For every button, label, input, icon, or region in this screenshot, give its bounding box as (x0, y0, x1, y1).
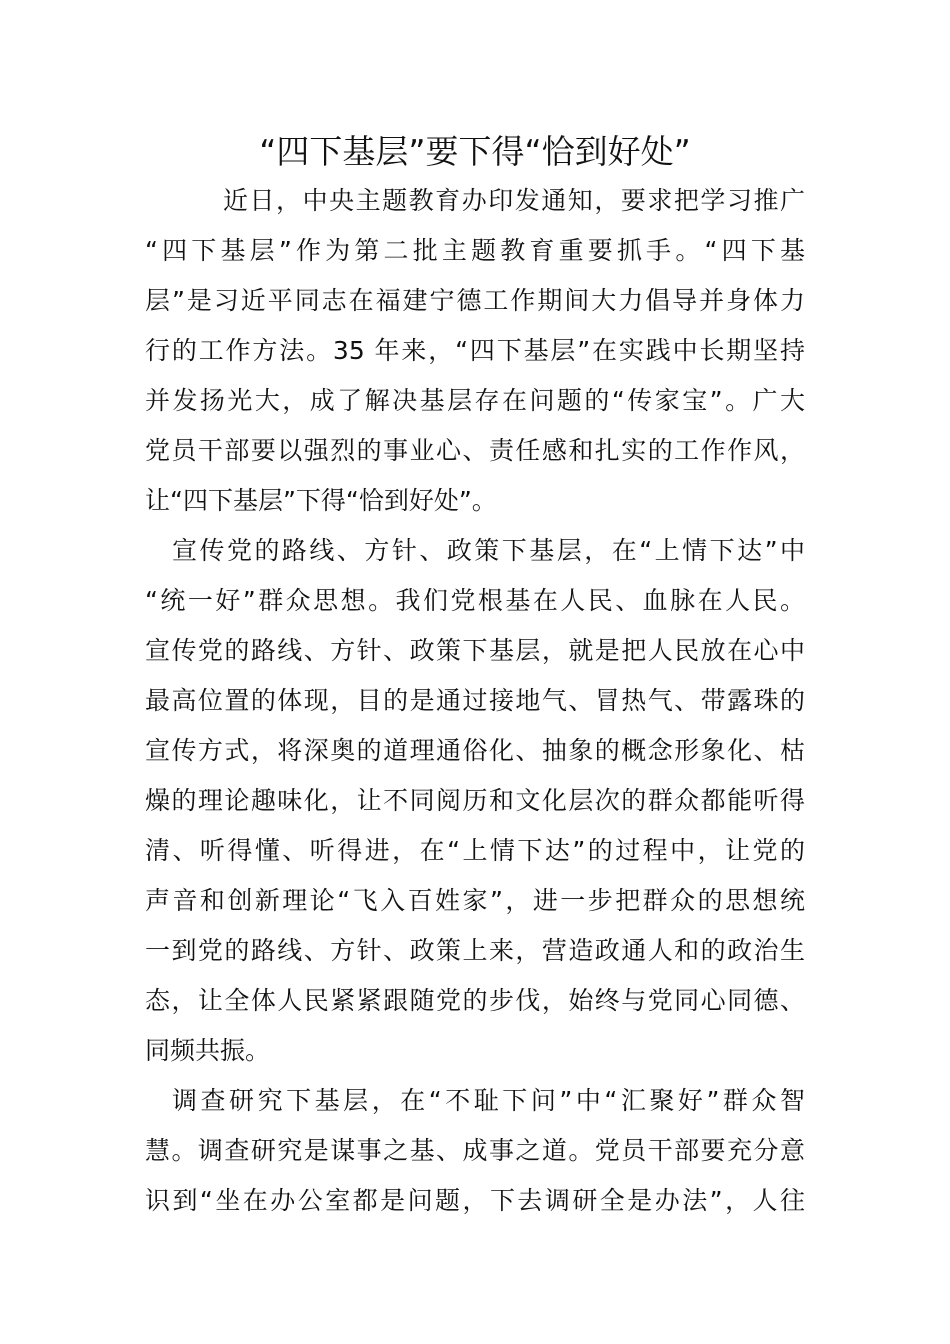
paragraph-3-line-1: 调查研究下基层，在“不耻下问”中“汇聚好”群众智 (172, 1086, 805, 1115)
paragraph-1-line-5: 并发扬光大，成了解决基层存在问题的“传家宝”。广大 (145, 386, 805, 415)
paragraph-1 (145, 176, 805, 526)
paragraph-2-line-11: 同频共振。 (145, 1036, 271, 1065)
paragraph-2-line-8: 声音和创新理论“飞入百姓家”，进一步把群众的思想统 (145, 886, 805, 915)
document-title: “四下基层”要下得“恰到好处” (259, 132, 691, 171)
paragraph-3 (145, 1076, 805, 1226)
paragraph-1-line-7: 让“四下基层”下得“恰到好处”。 (145, 486, 497, 515)
paragraph-2-line-9: 一到党的路线、方针、政策上来，营造政通人和的政治生 (145, 936, 805, 965)
paragraph-2-line-5: 宣传方式，将深奥的道理通俗化、抽象的概念形象化、枯 (145, 736, 805, 765)
paragraph-2-line-10: 态，让全体人民紧紧跟随党的步伐，始终与党同心同德、 (145, 986, 805, 1015)
paragraph-2-line-7: 清、听得懂、听得进，在“上情下达”的过程中，让党的 (145, 836, 805, 865)
paragraph-2-line-3: 宣传党的路线、方针、政策下基层，就是把人民放在心中 (145, 636, 805, 665)
paragraph-2 (145, 526, 805, 1076)
paragraph-3-line-2: 慧。调查研究是谋事之基、成事之道。党员干部要充分意 (145, 1136, 805, 1165)
paragraph-1-line-4: 行的工作方法。35 年来，“四下基层”在实践中长期坚持 (145, 336, 805, 365)
paragraph-1-line-6: 党员干部要以强烈的事业心、责任感和扎实的工作作风， (145, 436, 805, 465)
paragraph-2-line-4: 最高位置的体现，目的是通过接地气、冒热气、带露珠的 (145, 686, 805, 715)
paragraph-2-line-1: 宣传党的路线、方针、政策下基层，在“上情下达”中 (172, 536, 805, 565)
paragraph-2-line-6: 燥的理论趣味化，让不同阅历和文化层次的群众都能听得 (145, 786, 805, 815)
paragraph-1-line-2: “四下基层”作为第二批主题教育重要抓手。“四下基 (145, 236, 805, 265)
paragraph-2-line-2: “统一好”群众思想。我们党根基在人民、血脉在人民。 (145, 586, 805, 615)
paragraph-1-line-1: 近日，中央主题教育办印发通知，要求把学习推广 (223, 186, 805, 215)
paragraph-3-line-3: 识到“坐在办公室都是问题，下去调研全是办法”，人往 (145, 1186, 805, 1215)
document-body (145, 176, 805, 1226)
paragraph-1-line-3: 层”是习近平同志在福建宁德工作期间大力倡导并身体力 (145, 286, 805, 315)
